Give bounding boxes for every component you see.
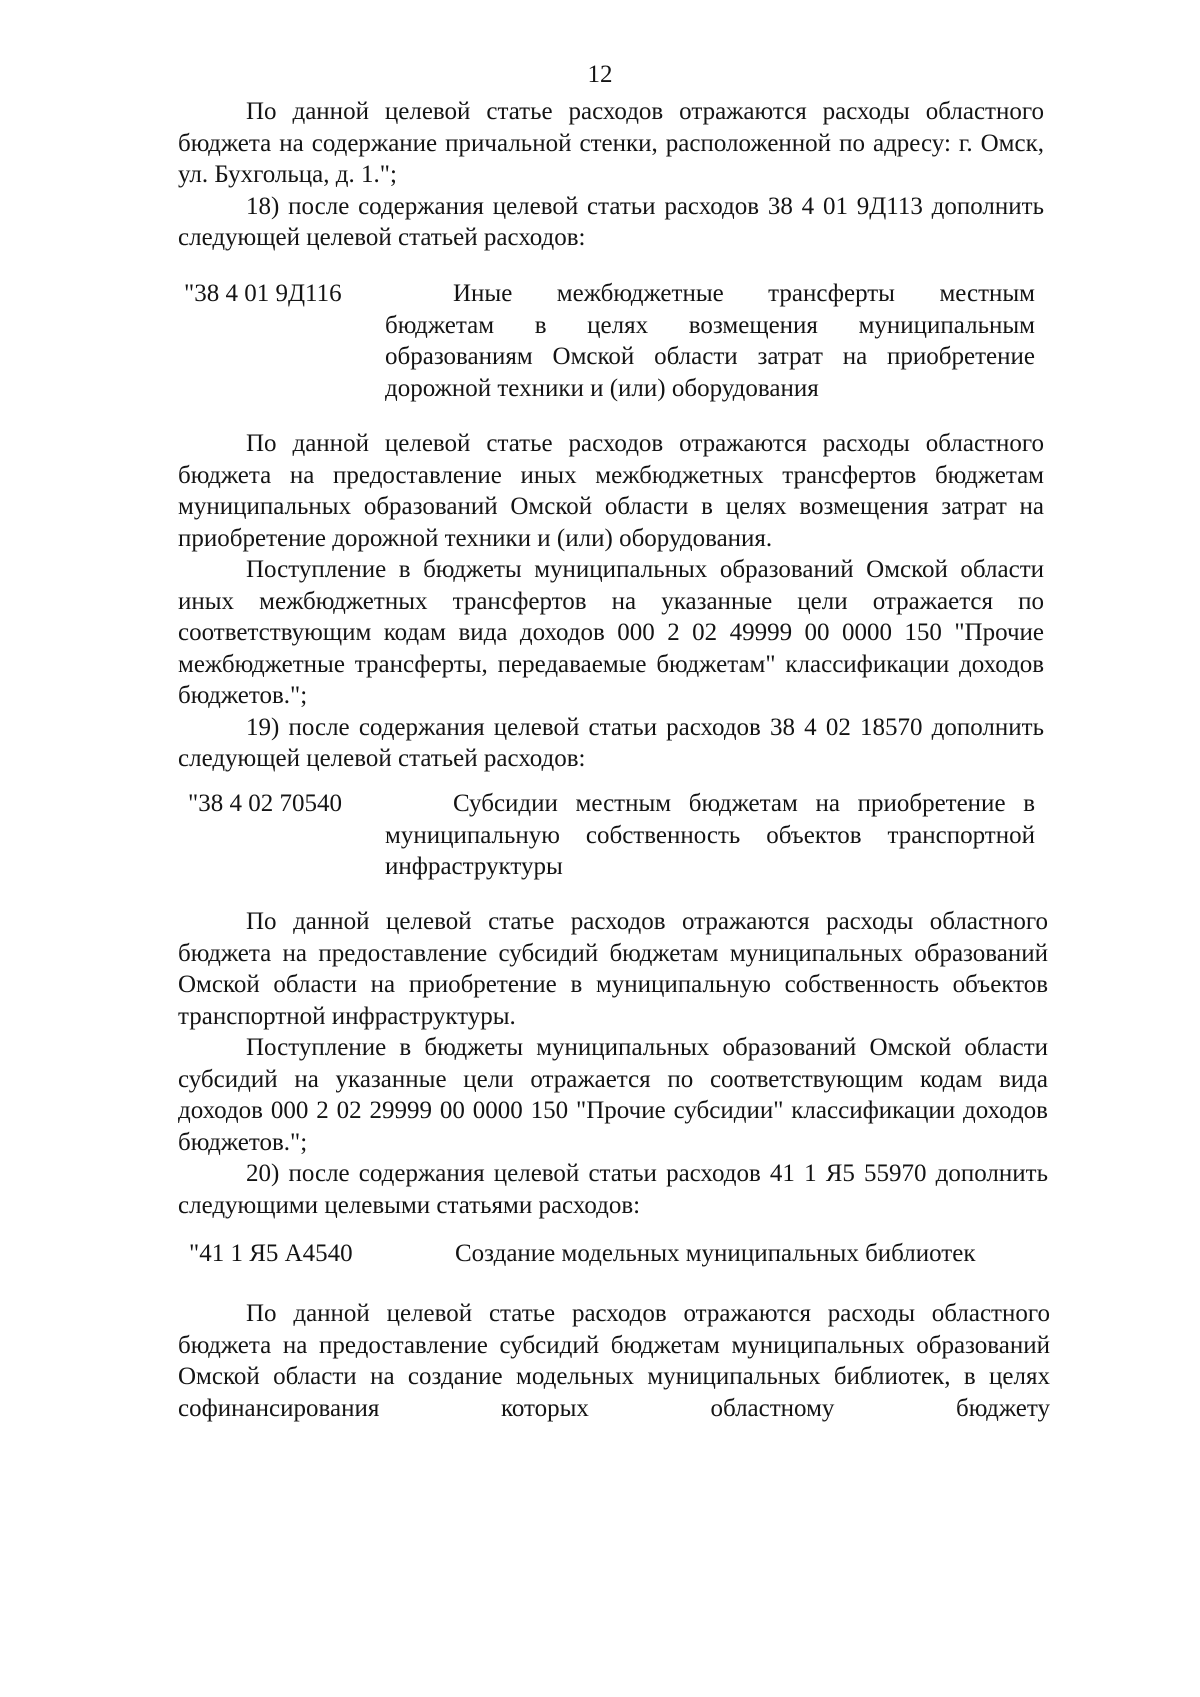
paragraph-item-18: 18) после содержания целевой статьи расходов 38 4 01 9Д113 дополнить следующей целевой статьей расходов: (178, 192, 1044, 251)
entry-code: "38 4 02 70540 (188, 790, 342, 817)
paragraph-intro: По данной целевой статье расходов отражаются расходы областного бюджета на содержание причальной стенки, расположенной по адресу: г. Омск, ул. Бухгольца, д. 1."; (178, 98, 1044, 188)
paragraph-entry-2-purpose: По данной целевой статье расходов отражаются расходы областного бюджета на предоставление субсидий бюджетам муниципальных образований Омской области на приобретение в муниципальную собственность объектов транспортной инфраструктуры. (178, 908, 1048, 1030)
paragraph-entry-2-income: Поступление в бюджеты муниципальных образований Омской области субсидий на указанные цели отражается по соответствующим кодам вида доходов 000 2 02 29999 00 0000 150 "Прочие субсидии" классификации доходов бюджетов."; (178, 1034, 1048, 1156)
entry-code: "38 4 01 9Д116 (184, 280, 342, 307)
entry-description: Создание модельных муниципальных библиотек (455, 1240, 976, 1267)
section-item-18 (178, 96, 1044, 254)
entry-code: "41 1 Я5 А4540 (189, 1240, 353, 1267)
entry-description: Субсидии местным бюджетам на приобретение в муниципальную собственность объектов транспортной инфраструктуры (385, 790, 1035, 880)
budget-entry-2 (188, 788, 1044, 888)
budget-entry-3 (189, 1238, 1045, 1278)
paragraph-entry-1-income: Поступление в бюджеты муниципальных образований Омской области иных межбюджетных трансфертов на указанные цели отражается по соответствующим кодам вида доходов 000 2 02 49999 00 0000 150 "Прочие межбюджетные трансферты, передаваемые бюджетам" классификации доходов бюджетов."; (178, 556, 1044, 709)
budget-entry-1 (184, 278, 1044, 408)
paragraph-item-19: 19) после содержания целевой статьи расходов 38 4 02 18570 дополнить следующей целевой статьей расходов: (178, 713, 1044, 772)
section-entry-2-explanation (178, 906, 1048, 1221)
section-entry-1-explanation (178, 428, 1044, 775)
entry-description: Иные межбюджетные трансферты местным бюджетам в целях возмещения муниципальным образованиям Омской области затрат на приобретение дорожной техники и (или) оборудования (385, 280, 1035, 402)
section-entry-3-explanation (178, 1298, 1050, 1424)
paragraph-entry-1-purpose: По данной целевой статье расходов отражаются расходы областного бюджета на предоставление иных межбюджетных трансфертов бюджетам муниципальных образований Омской области в целях возмещения затрат на приобретение дорожной техники и (или) оборудования. (178, 430, 1044, 552)
page-number: 12 (587, 61, 613, 88)
paragraph-item-20: 20) после содержания целевой статьи расходов 41 1 Я5 55970 дополнить следующими целевыми статьями расходов: (178, 1160, 1048, 1219)
paragraph-entry-3-purpose: По данной целевой статье расходов отражаются расходы областного бюджета на предоставление субсидий бюджетам муниципальных образований Омской области на создание модельных муниципальных библиотек, в целях софинансирования которых областному бюджету (178, 1300, 1050, 1422)
